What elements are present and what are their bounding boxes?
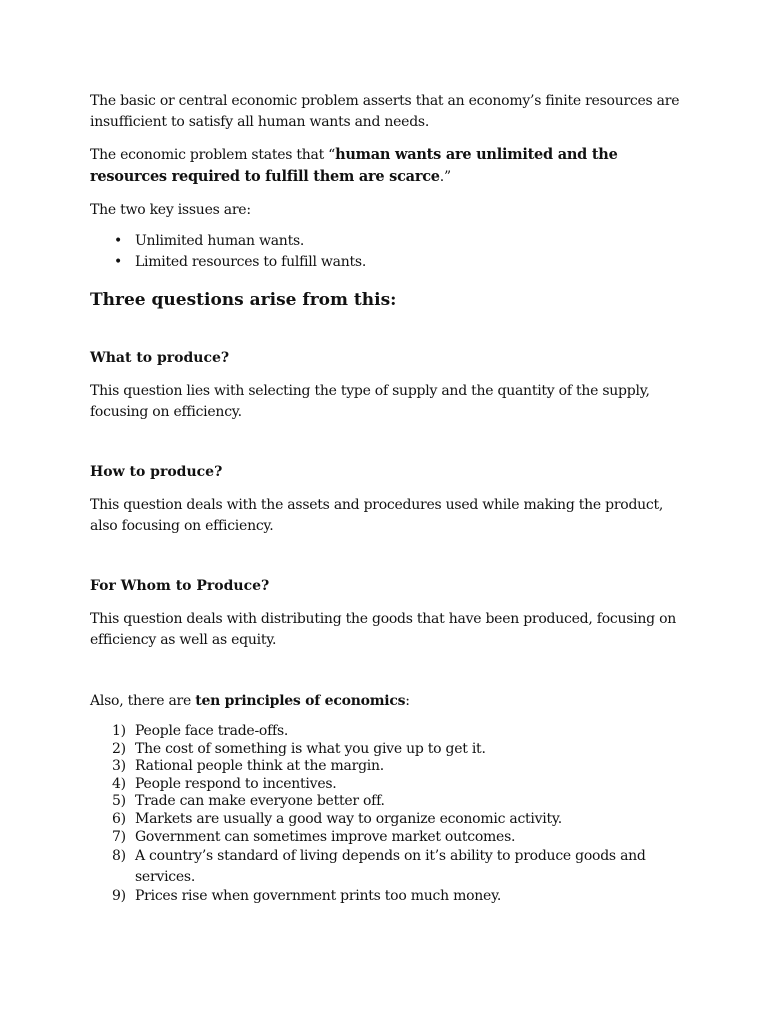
list-item [90, 829, 690, 847]
principle-text: Government can sometimes improve market outcomes. [135, 828, 516, 845]
list-item [90, 793, 690, 811]
list-number: 9) [112, 888, 126, 905]
principle-text: People respond to incentives. [135, 775, 337, 792]
principle-text: A country’s standard of living depends on it’s ability to produce goods and services. [135, 848, 646, 886]
bullet-text: Limited resources to fulfill wants. [135, 254, 367, 270]
list-number: 6) [112, 810, 126, 827]
principles-intro-suffix: : [405, 693, 410, 709]
list-item [90, 723, 690, 741]
principle-text: Prices rise when government prints too much money. [135, 888, 502, 905]
principle-text: Rational people think at the margin. [135, 758, 384, 775]
question-heading-how: How to produce? [90, 464, 223, 480]
list-number: 2) [112, 740, 126, 757]
principles-intro [90, 691, 690, 712]
economic-problem-paragraph [90, 144, 690, 188]
list-number: 1) [112, 723, 126, 739]
list-number: 8) [112, 848, 126, 865]
bullet-icon: • [114, 233, 123, 249]
list-item [90, 252, 690, 273]
list-item [90, 811, 690, 829]
list-item [90, 888, 690, 906]
bullet-text: Unlimited human wants. [135, 233, 305, 249]
question-body-for-whom: This question deals with distributing the goods that have been produced, focusing on efficiency as well as equity. [90, 611, 677, 648]
question-heading-for-whom: For Whom to Produce? [90, 578, 270, 594]
principle-text: Markets are usually a good way to organize economic activity. [135, 810, 562, 827]
principles-intro-bold: ten principles of economics [195, 693, 406, 709]
list-item [90, 776, 690, 794]
list-number: 7) [112, 828, 126, 845]
three-questions-heading: Three questions arise from this: [90, 290, 397, 310]
list-number: 4) [112, 775, 126, 792]
principle-text: People face trade-offs. [135, 723, 289, 739]
problem-suffix: .” [439, 169, 451, 185]
intro-paragraph: The basic or central economic problem asserts that an economy’s finite resources are insufficient to satisfy all human wants and needs. [90, 93, 680, 130]
list-number: 5) [112, 793, 126, 810]
problem-prefix: The economic problem states that “ [90, 147, 336, 163]
key-issues-intro: The two key issues are: [90, 202, 251, 218]
problem-bold-statement: human wants are unlimited and the resources required to fulfill them are scarce [90, 146, 618, 185]
question-body-what: This question lies with selecting the type of supply and the quantity of the supply, focusing on efficiency. [90, 383, 650, 420]
list-item [90, 231, 690, 252]
principle-text: Trade can make everyone better off. [135, 793, 385, 810]
bullet-icon: • [114, 254, 123, 270]
question-heading-what: What to produce? [90, 350, 230, 366]
list-item [90, 741, 690, 759]
key-issues-list [90, 231, 690, 273]
principle-text: The cost of something is what you give up to get it. [135, 740, 486, 757]
list-item [90, 846, 690, 888]
list-item [90, 758, 690, 776]
principles-list [90, 723, 690, 906]
list-number: 3) [112, 758, 126, 775]
question-body-how: This question deals with the assets and procedures used while making the product, also focusing on efficiency. [90, 497, 664, 534]
document-page [90, 91, 690, 906]
principles-intro-prefix: Also, there are [90, 693, 196, 709]
